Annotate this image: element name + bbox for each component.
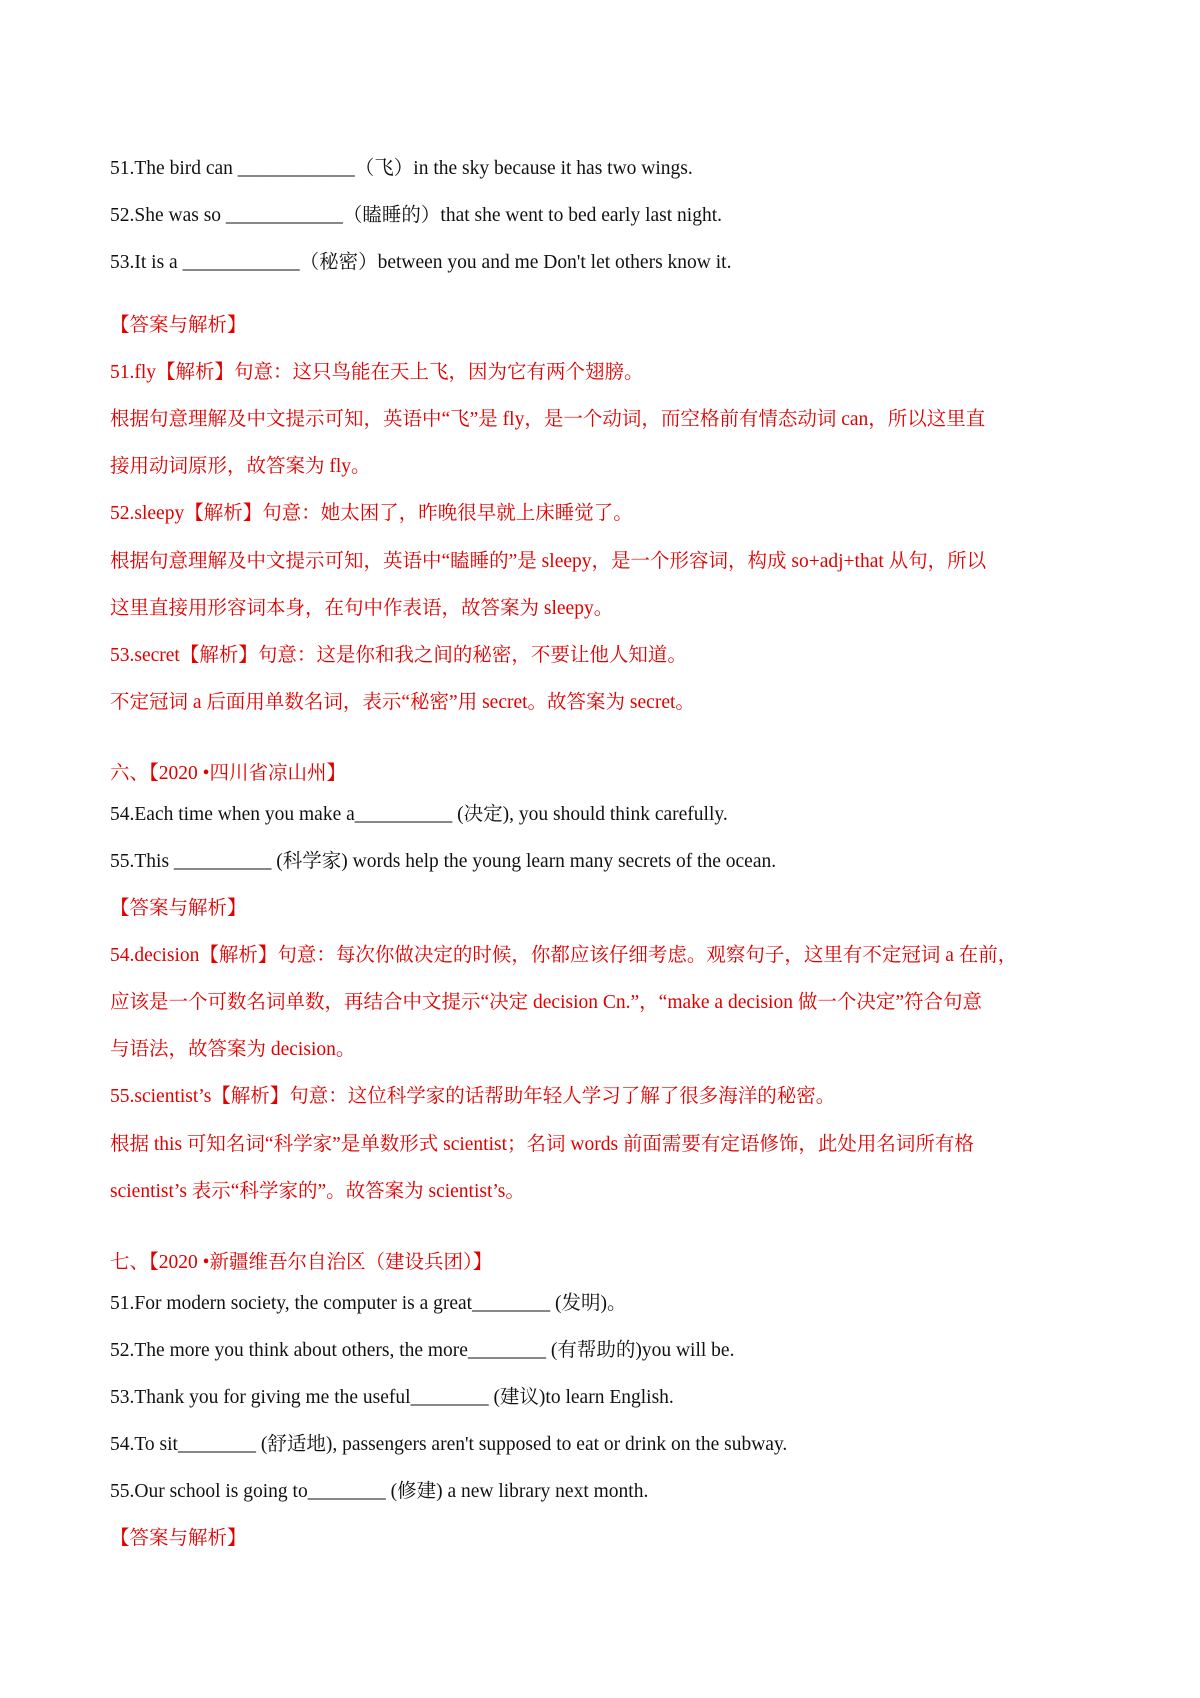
section-title-xinjiang: 七、【2020 •新疆维吾尔自治区（建设兵团）】 — [110, 1252, 493, 1273]
answer-line: 51.fly【解析】句意：这只鸟能在天上飞，因为它有两个翅膀。 — [110, 362, 644, 383]
question-52-sleepy: 52.She was so ____________（瞌睡的）that she went to bed early last night. — [110, 205, 723, 226]
question-52-helpful: 52.The more you think about others, the more________ (有帮助的)you will be. — [110, 1340, 735, 1361]
answer-line: 52.sleepy【解析】句意：她太困了，昨晚很早就上床睡觉了。 — [110, 503, 633, 524]
question-53-secret: 53.It is a ____________（秘密）between you and me Don't let others know it. — [110, 252, 732, 273]
answer-line: 根据句意理解及中文提示可知，英语中“瞌睡的”是 sleepy，是一个形容词，构成 so+adj+that 从句，所以 — [110, 551, 987, 572]
answer-line: 根据 this 可知名词“科学家”是单数形式 scientist；名词 words 前面需要有定语修饰，此处用名词所有格 — [110, 1134, 974, 1155]
answer-header: 【答案与解析】 — [110, 898, 247, 919]
answer-line: 根据句意理解及中文提示可知，英语中“飞”是 fly，是一个动词，而空格前有情态动词 can，所以这里直 — [110, 409, 986, 430]
answer-header: 【答案与解析】 — [110, 1528, 247, 1549]
answer-line: 不定冠词 a 后面用单数名词，表示“秘密”用 secret。故答案为 secret。 — [110, 692, 695, 713]
question-55-scientist: 55.This __________ (科学家) words help the young learn many secrets of the ocean. — [110, 851, 777, 872]
question-51-invention: 51.For modern society, the computer is a great________ (发明)。 — [110, 1293, 627, 1314]
answer-line: 55.scientist’s【解析】句意：这位科学家的话帮助年轻人学习了解了很多海洋的秘密。 — [110, 1086, 836, 1107]
answer-line: scientist’s 表示“科学家的”。故答案为 scientist’s。 — [110, 1181, 525, 1202]
question-55-build: 55.Our school is going to________ (修建) a new library next month. — [110, 1481, 649, 1502]
section-title-liangshan: 六、【2020 •四川省凉山州】 — [110, 763, 346, 784]
question-53-advice: 53.Thank you for giving me the useful________ (建议)to learn English. — [110, 1387, 674, 1408]
answer-line: 接用动词原形，故答案为 fly。 — [110, 456, 371, 477]
answer-line: 53.secret【解析】句意：这是你和我之间的秘密，不要让他人知道。 — [110, 645, 687, 666]
answer-line: 应该是一个可数名词单数，再结合中文提示“决定 decision Cn.”，“make a decision 做一个决定”符合句意 — [110, 992, 982, 1013]
answer-line: 与语法，故答案为 decision。 — [110, 1039, 356, 1060]
question-51-fly: 51.The bird can ____________（飞）in the sky because it has two wings. — [110, 158, 693, 179]
question-54-decision: 54.Each time when you make a__________ (决定), you should think carefully. — [110, 804, 728, 825]
answer-line: 这里直接用形容词本身，在句中作表语，故答案为 sleepy。 — [110, 598, 614, 619]
answer-line: 54.decision【解析】句意：每次你做决定的时候，你都应该仔细考虑。观察句子，这里有不定冠词 a 在前， — [110, 945, 1018, 966]
question-54-comfortably: 54.To sit________ (舒适地), passengers aren't supposed to eat or drink on the subway. — [110, 1434, 788, 1455]
answer-header: 【答案与解析】 — [110, 315, 247, 336]
